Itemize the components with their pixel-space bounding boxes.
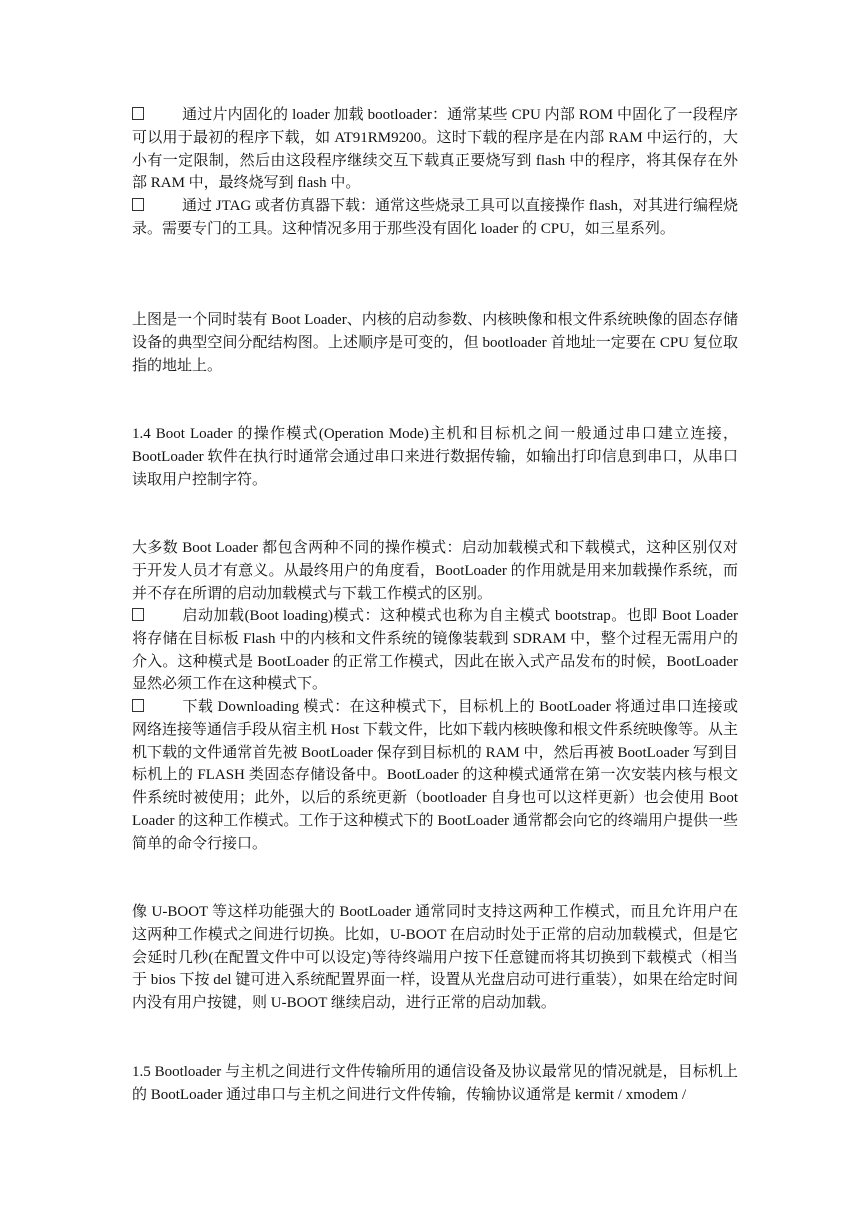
- paragraph-text: 下载 Downloading 模式：在这种模式下，目标机上的 BootLoader 将通过串口连接或网络连接等通信手段从宿主机 Host 下载文件，比如下载内核映像和根文件系统映像等。从主机下载的文件通常首先被 BootLoader 保存到目标机的 RAM 中，然后再被 BootLoader 写到目标机上的 FLASH 类固态存储设备中。BootLoader 的这种模式通常在第一次安装内核与根文件系统时被使用；此外，以后的系统更新（bootloader 自身也可以这样更新）也会使用 Boot Loader 的这种工作模式。工作于这种模式下的 BootLoader 通常都会向它的终端用户提供一些简单的命令行接口。: [132, 699, 738, 852]
- bullet-box-icon: [132, 198, 144, 211]
- paragraph-text: 通过 JTAG 或者仿真器下载：通常这些烧录工具可以直接操作 flash，对其进行编程烧录。需要专门的工具。这种情况多用于那些没有固化 loader 的 CPU，如三星系列。: [132, 198, 738, 237]
- paragraph-u-boot: 像 U-BOOT 等这样功能强大的 BootLoader 通常同时支持这两种工作模式，而且允许用户在这两种工作模式之间进行切换。比如，U-BOOT 在启动时处于正常的启动加载模式，但是它会延时几秒(在配置文件中可以设定)等待终端用户按下任意键而将其切换到下载模式（相当于 bios 下按 del 键可进入系统配置界面一样，设置从光盘启动可进行重装），如果在给定时间内没有用户按键，则 U-BOOT 继续启动，进行正常的启动加载。: [132, 904, 738, 1012]
- paragraph-section-1-5: 1.5 Bootloader 与主机之间进行文件传输所用的通信设备及协议最常见的情况就是，目标机上的 BootLoader 通过串口与主机之间进行文件传输，传输协议通常是 kermit / xmodem /: [132, 1064, 738, 1103]
- bullet-paragraph-boot-loading: [132, 605, 738, 696]
- paragraph-figure-description: 上图是一个同时装有 Boot Loader、内核的启动参数、内核映像和根文件系统映像的固态存储设备的典型空间分配结构图。上述顺序是可变的，但 bootloader 首地址一定要在 CPU 复位取指的地址上。: [132, 312, 738, 374]
- bullet-paragraph-loader: [132, 104, 738, 195]
- paragraph-text: 通过片内固化的 loader 加载 bootloader：通常某些 CPU 内部 ROM 中固化了一段程序可以用于最初的程序下载，如 AT91RM9200。这时下载的程序是在内部 RAM 中运行的，大小有一定限制，然后由这段程序继续交互下载真正要烧写到 flash 中的程序，将其保存在外部 RAM 中，最终烧写到 flash 中。: [132, 107, 738, 192]
- bullet-box-icon: [132, 699, 144, 712]
- paragraph-section-1-4: 1.4 Boot Loader 的操作模式(Operation Mode)主机和目标机之间一般通过串口建立连接，BootLoader 软件在执行时通常会通过串口来进行数据传输，如输出打印信息到串口，从串口读取用户控制字符。: [132, 426, 738, 488]
- bullet-box-icon: [132, 107, 144, 120]
- bullet-box-icon: [132, 608, 144, 621]
- bullet-paragraph-jtag: [132, 195, 738, 241]
- paragraph-text: 启动加载(Boot loading)模式：这种模式也称为自主模式 bootstrap。也即 Boot Loader 将存储在目标板 Flash 中的内核和文件系统的镜像装载到 SDRAM 中，整个过程无需用户的介入。这种模式是 BootLoader 的正常工作模式，因此在嵌入式产品发布的时候，BootLoader 显然必须工作在这种模式下。: [132, 608, 738, 693]
- paragraph-operation-modes: 大多数 Boot Loader 都包含两种不同的操作模式：启动加载模式和下载模式，这种区别仅对于开发人员才有意义。从最终用户的角度看，BootLoader 的作用就是用来加载操作系统，而并不存在所谓的启动加载模式与下载工作模式的区别。: [132, 540, 738, 602]
- bullet-paragraph-downloading: [132, 696, 738, 856]
